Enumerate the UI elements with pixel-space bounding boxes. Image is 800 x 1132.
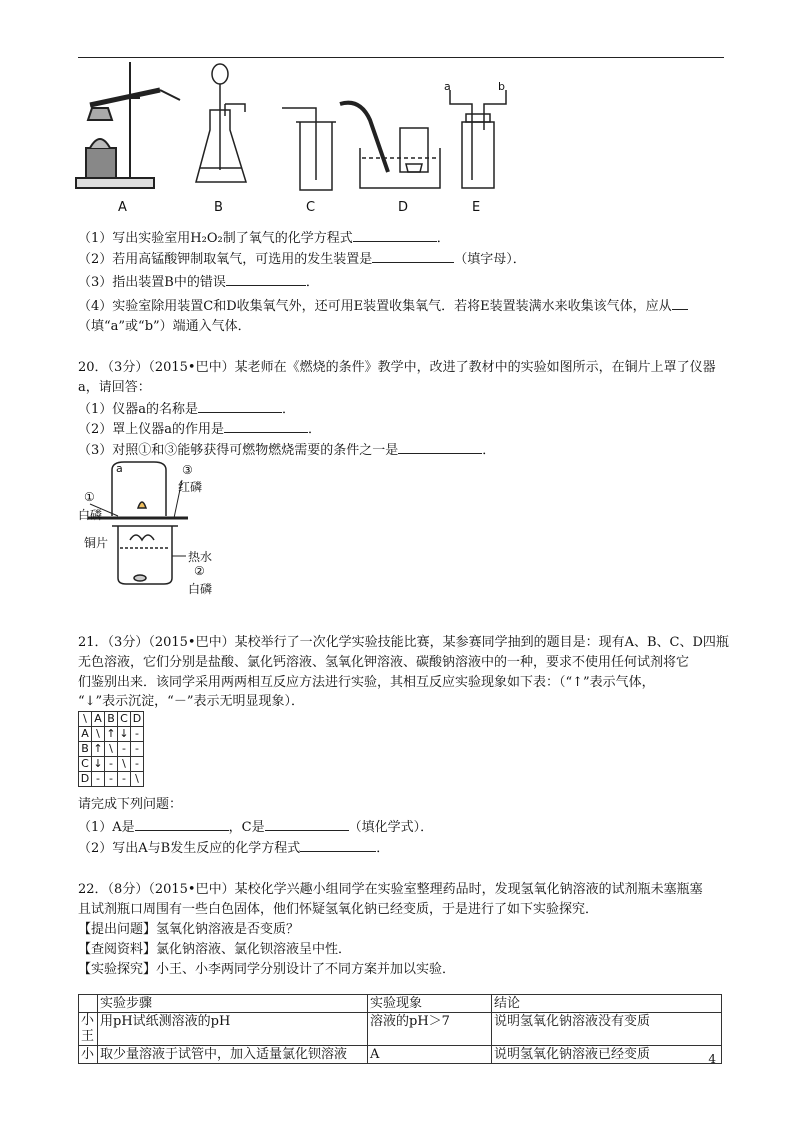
apparatus-label-b: B [214,200,223,215]
q21-line-1: 21．（3分）（2015•巴中）某校举行了一次化学实验技能比赛，某参赛同学抽到的题目是：现有A、B、C、D四瓶 [78,635,729,650]
reaction-table-row [79,727,144,742]
q22-line-3: 【提出问题】氢氧化钠溶液是否变质？ [78,922,300,937]
apparatus-label-d: D [398,200,409,215]
combustion-figure [78,460,238,590]
q20-line-4: （2）罩上仪器a的作用是 ． [78,419,321,439]
reaction-table-cell: - [131,757,144,772]
fig-white-phosphorus-bottom: 白磷 [188,582,213,596]
table-cell: 说明氢氧化钠溶液已经变质 [492,1046,722,1064]
reaction-table-cell: B [79,742,92,757]
q21-line-4: “↓”表示沉淀，“－”表示无明显现象）． [78,694,304,709]
table-cell: 说明氢氧化钠溶液没有变质 [492,1013,722,1046]
q21-line-7: （2）写出A与B发生反应的化学方程式 ． [78,838,389,858]
reaction-table-cell: B [105,712,118,727]
q19-line-3: （3）指出装置B中的错误 ． [78,272,319,292]
reaction-table-cell: - [118,772,131,787]
reaction-table-cell: ↓ [93,757,103,770]
apparatus-label-a: A [118,200,127,215]
q22-line-2: 且试剂瓶口周围有一些白色固体，他们怀疑氢氧化钠已经变质，于是进行了如下实验探究． [78,902,599,917]
experiment-row-wang [79,1013,722,1046]
reaction-table-cell: - [131,742,144,757]
row-label: 小王 [79,1013,98,1046]
q22-line-1: 22．（8分）（2015•巴中）某校化学兴趣小组同学在实验室整理药品时，发现氢氧化钠溶液的试剂瓶未塞瓶塞 [78,882,703,897]
reaction-table-cell: D [79,772,92,787]
reaction-table-cell: \ [105,742,118,757]
port-a-label: a [444,80,451,93]
q19-line-1: （1）写出实验室用H₂O₂制了氧气的化学方程式 ． [78,228,450,248]
reaction-table-cell: \ [131,772,144,787]
reaction-table-row [79,712,144,727]
apparatus-label-e: E [472,200,481,215]
reaction-table-cell: ↑ [106,727,116,740]
reaction-table-cell: ↓ [119,727,129,740]
reaction-table-row [79,742,144,757]
fig-circle-2: ② [194,564,205,578]
experiment-row-li [79,1046,722,1064]
fig-white-phosphorus-top: 白磷 [78,508,103,522]
q22-line-5: 【实验探究】小王、小李两同学分别设计了不同方案并加以实验． [78,962,456,977]
table-cell: A [368,1046,492,1064]
fig-red-phosphorus: 红磷 [178,480,203,494]
header-cell: 结论 [492,995,722,1013]
reaction-table-row [79,757,144,772]
fig-circle-3: ③ [182,463,193,477]
table-cell: 溶液的pH＞7 [368,1013,492,1046]
q19-line-4: （4）实验室除用装置C和D收集氧气外，还可用E装置收集氧气．若将E装置装满水来收集该气体，应从 [78,296,688,316]
q20-line-1: 20．（3分）（2015•巴中）某老师在《燃烧的条件》教学中，改进了教材中的实验如图所示，在铜片上罩了仪器 [78,360,716,375]
reaction-table-cell: ↑ [93,742,103,755]
q20-line-5: （3）对照①和③能够获得可燃物燃烧需要的条件之一是 ． [78,440,495,460]
experiment-table [78,994,722,1064]
reaction-table-cell: \ [92,727,105,742]
reaction-table-cell: - [105,757,118,772]
reaction-table-cell: C [79,757,92,772]
q20-line-3: （1）仪器a的名称是 ． [78,399,295,419]
table-cell: 用pH试纸测溶液的pH [98,1013,368,1046]
q19-line-2: （2）若用高锰酸钾制取氧气，可选用的发生装置是 （填字母）． [78,249,526,269]
q21-line-6: （1）A是 ，C是 （填化学式）． [78,817,433,837]
port-b-label: b [498,80,505,93]
header-rule [78,57,724,58]
header-cell [79,995,98,1013]
fig-circle-1: ① [84,490,95,504]
apparatus-label-c: C [306,200,316,215]
reaction-table-cell: - [131,727,144,742]
reaction-table-cell: A [92,712,105,727]
table-cell: 取少量溶液于试管中，加入适量氯化钡溶液 [98,1046,368,1064]
experiment-header-row [79,995,722,1013]
q19-line-5: （填“a”或“b”）端通入气体． [78,319,251,334]
reaction-table-cell: C [118,712,131,727]
reaction-table-cell: - [92,772,105,787]
header-cell: 实验现象 [368,995,492,1013]
fig-hot-water: 热水 [188,550,213,564]
reaction-table-cell: \ [118,757,131,772]
row-label: 小 [79,1046,98,1064]
reaction-table [78,711,144,787]
q22-line-4: 【查阅资料】氯化钠溶液、氯化钡溶液呈中性． [78,942,352,957]
reaction-table-row [79,772,144,787]
q21-line-2: 无色溶液，它们分别是盐酸、氯化钙溶液、氢氧化钾溶液、碳酸钠溶液中的一种，要求不使用任何试剂将它 [78,655,690,670]
reaction-table-cell: - [118,742,131,757]
reaction-table-cell: \ [79,712,92,727]
header-cell: 实验步骤 [98,995,368,1013]
q20-line-2: a，请回答： [78,380,151,395]
q21-line-5: 请完成下列问题： [78,797,183,812]
fig-a-label: a [116,462,123,475]
q21-line-3: 们鉴别出来．该同学采用两两相互反应方法进行实验，其相互反应实验现象如下表：（“↑”表示气体， [78,675,655,690]
reaction-table-cell: D [131,712,144,727]
fig-copper-label: 铜片 [84,536,109,550]
page-number: 4 [708,1052,716,1066]
reaction-table-cell: A [79,727,92,742]
reaction-table-cell: - [105,772,118,787]
